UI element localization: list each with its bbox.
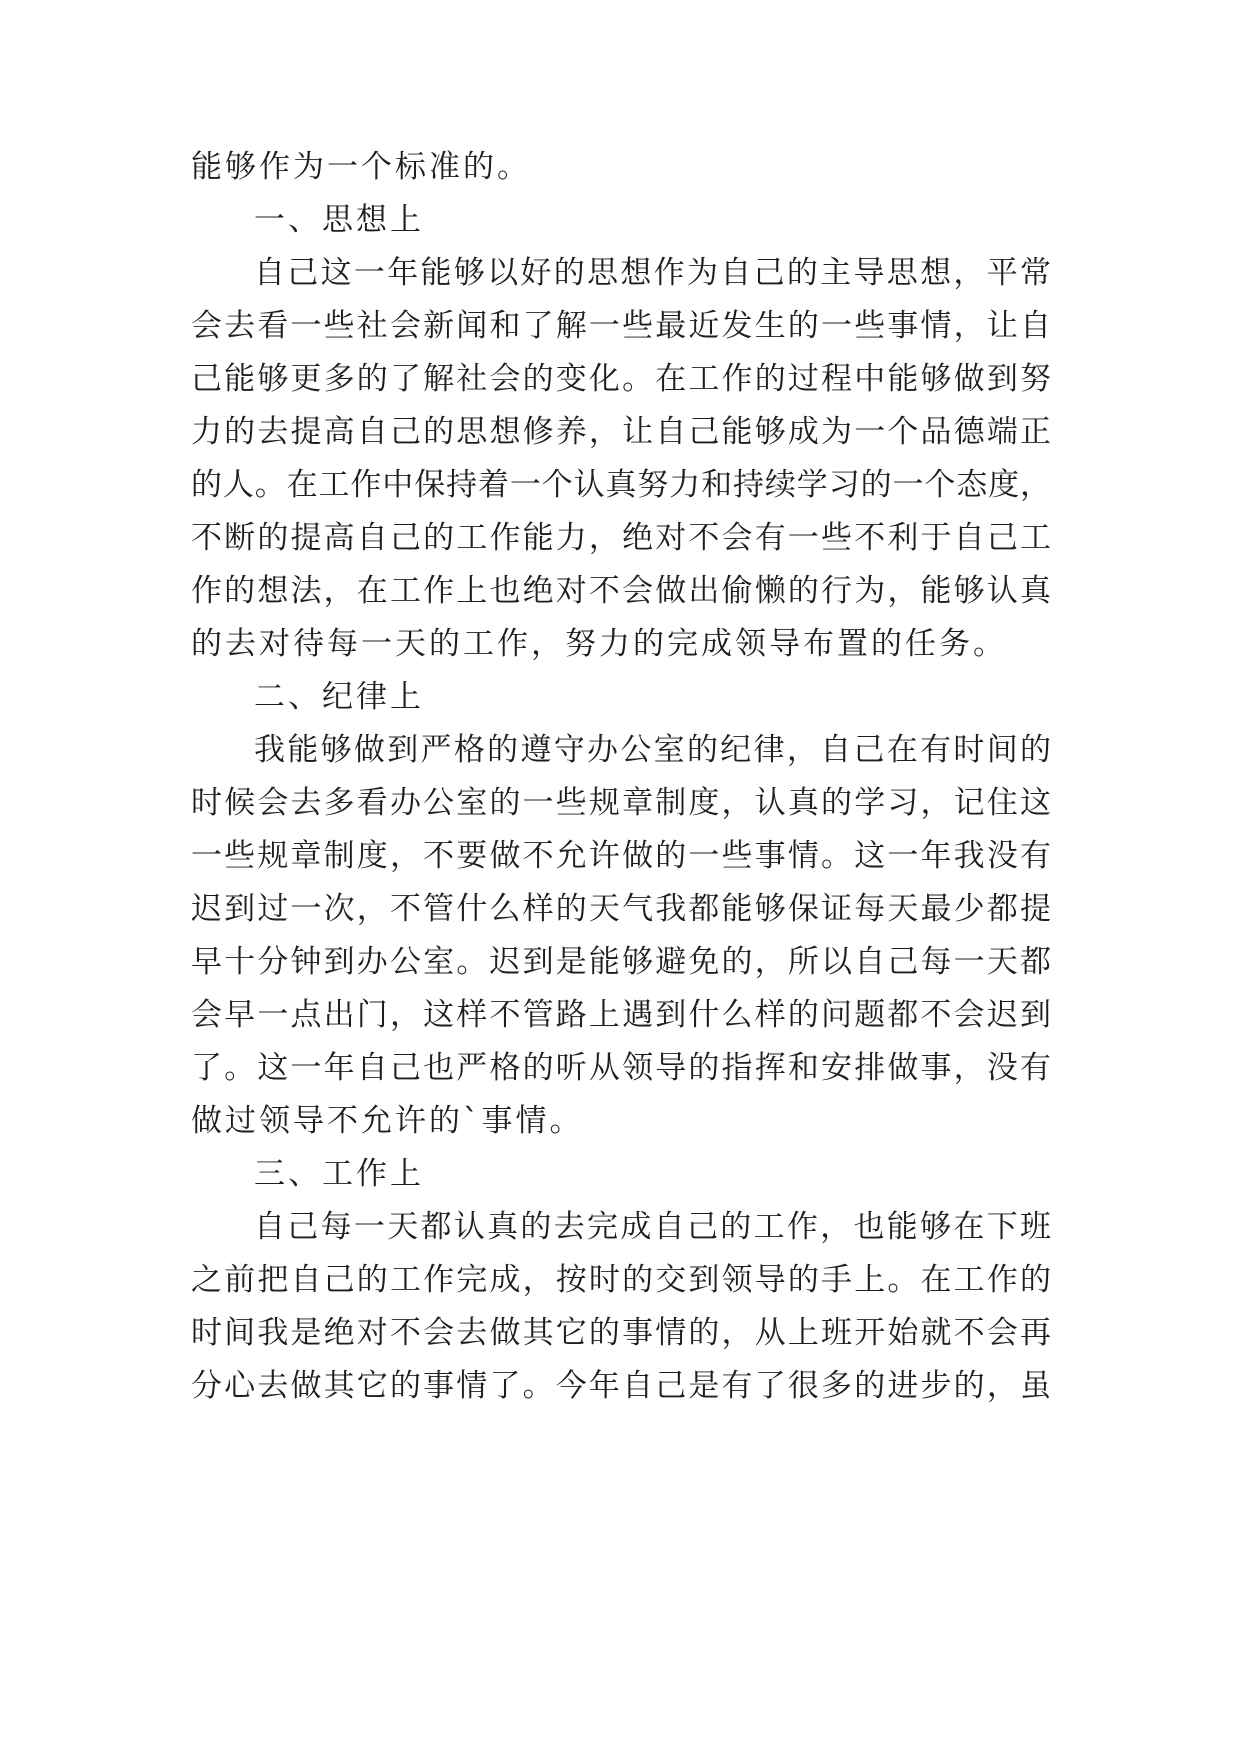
section-heading: 二、纪律上 <box>254 679 424 715</box>
text-line: 的去对待每一天的工作，努力的完成领导布置的任务。 <box>191 626 1007 662</box>
text-line: 时候会去多看办公室的一些规章制度，认真的学习，记住这 <box>191 785 1051 821</box>
text-line: 力的去提高自己的思想修养，让自己能够成为一个品德端正 <box>191 414 1051 450</box>
text-line: 之前把自己的工作完成，按时的交到领导的手上。在工作的 <box>191 1262 1051 1298</box>
text-line: 会早一点出门，这样不管路上遇到什么样的问题都不会迟到 <box>191 997 1051 1033</box>
text-line: 我能够做到严格的遵守办公室的纪律，自己在有时间的 <box>254 732 1051 768</box>
text-line: 做过领导不允许的`事情。 <box>191 1103 584 1139</box>
text-line: 自己每一天都认真的去完成自己的工作，也能够在下班 <box>254 1209 1051 1245</box>
text-line: 一些规章制度，不要做不允许做的一些事情。这一年我没有 <box>191 838 1051 874</box>
text-line: 作的想法，在工作上也绝对不会做出偷懒的行为，能够认真 <box>191 573 1051 609</box>
text-line: 迟到过一次，不管什么样的天气我都能够保证每天最少都提 <box>191 891 1051 927</box>
text-line: 自己这一年能够以好的思想作为自己的主导思想，平常 <box>254 255 1051 291</box>
text-line: 己能够更多的了解社会的变化。在工作的过程中能够做到努 <box>191 361 1051 397</box>
text-line: 了。这一年自己也严格的听从领导的指挥和安排做事，没有 <box>191 1050 1051 1086</box>
text-line: 早十分钟到办公室。迟到是能够避免的，所以自己每一天都 <box>191 944 1051 980</box>
section-heading: 一、思想上 <box>254 202 424 238</box>
section-heading: 三、工作上 <box>254 1156 424 1192</box>
text-line: 能够作为一个标准的。 <box>191 149 531 185</box>
text-line: 不断的提高自己的工作能力，绝对不会有一些不利于自己工 <box>191 520 1051 556</box>
text-line: 分心去做其它的事情了。今年自己是有了很多的进步的，虽 <box>191 1368 1051 1404</box>
text-line: 时间我是绝对不会去做其它的事情的，从上班开始就不会再 <box>191 1315 1051 1351</box>
text-line: 会去看一些社会新闻和了解一些最近发生的一些事情，让自 <box>191 308 1051 344</box>
text-line: 的人。在工作中保持着一个认真努力和持续学习的一个态度， <box>191 467 1051 503</box>
